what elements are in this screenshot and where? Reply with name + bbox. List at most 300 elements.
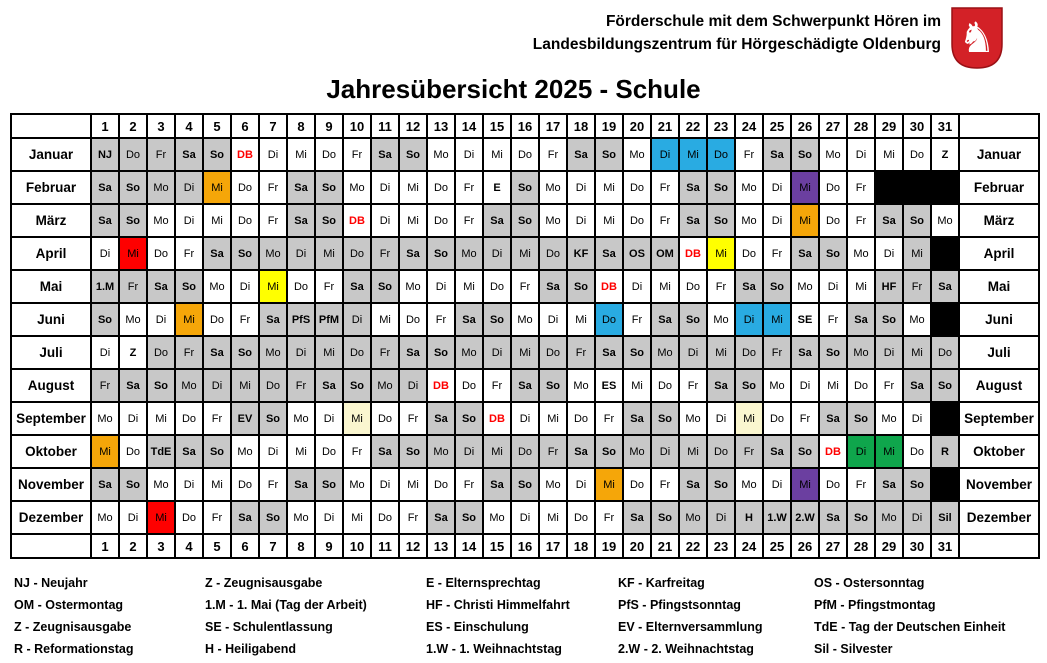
day-cell: Di [539,303,567,336]
day-cell [903,171,931,204]
day-cell: Do [147,237,175,270]
day-cell: Fr [679,369,707,402]
day-cell: Fr [875,369,903,402]
day-cell: Fr [315,270,343,303]
day-cell: So [511,468,539,501]
day-cell: Di [91,336,119,369]
day-cell: Mo [91,402,119,435]
day-cell: Mo [735,204,763,237]
day-cell: Mi [679,435,707,468]
day-cell: Z [119,336,147,369]
coat-of-arms-icon [949,6,1005,70]
day-cell: Di [483,336,511,369]
day-number: 18 [567,114,595,138]
day-cell: Fr [203,501,231,534]
day-cell: Di [455,435,483,468]
day-cell: Mi [455,270,483,303]
day-cell: Mo [427,138,455,171]
day-cell: Do [175,402,203,435]
month-row-juni [11,303,1039,336]
day-cell: Sa [875,204,903,237]
day-cell: Di [875,336,903,369]
day-cell: Mi [791,468,819,501]
day-cell: Do [427,171,455,204]
day-cell: Fr [175,336,203,369]
day-cell: Fr [399,402,427,435]
day-cell: Di [315,402,343,435]
day-cell: Mo [147,204,175,237]
day-cell: So [511,204,539,237]
day-cell: Mi [539,501,567,534]
day-cell: Fr [567,336,595,369]
day-number: 22 [679,114,707,138]
day-number: 15 [483,534,511,558]
day-number: 6 [231,534,259,558]
day-cell: Sa [371,435,399,468]
day-cell: So [567,270,595,303]
day-cell: So [623,336,651,369]
day-cell: Mo [567,369,595,402]
day-cell: Mi [595,468,623,501]
month-label-left: April [11,237,91,270]
day-cell: Fr [847,204,875,237]
day-cell: Sa [287,171,315,204]
day-cell: Mi [679,138,707,171]
corner-cell [959,114,1039,138]
day-cell: Sa [567,138,595,171]
day-cell: Do [707,138,735,171]
day-cell: Mo [147,171,175,204]
month-label-right: April [959,237,1039,270]
day-cell: Di [259,435,287,468]
day-cell: Fr [91,369,119,402]
day-number: 24 [735,534,763,558]
day-cell: Di [427,270,455,303]
day-cell: So [259,402,287,435]
day-cell: Mo [679,402,707,435]
day-cell: Mi [399,171,427,204]
day-cell: So [315,204,343,237]
day-cell: Sa [287,468,315,501]
day-cell: So [455,402,483,435]
day-cell: Do [623,171,651,204]
month-label-right: Mai [959,270,1039,303]
day-cell: Fr [203,402,231,435]
day-cell: Do [623,468,651,501]
day-cell: So [819,237,847,270]
day-cell: PfM [315,303,343,336]
month-row-mai [11,270,1039,303]
day-cell: 2.W [791,501,819,534]
legend-item: 1.M - 1. Mai (Tag der Arbeit) [205,598,367,612]
day-number: 20 [623,534,651,558]
day-number: 10 [343,534,371,558]
day-cell: Fr [819,303,847,336]
day-cell: Do [231,204,259,237]
day-cell: Do [819,171,847,204]
day-cell: Mo [511,303,539,336]
day-cell: So [791,138,819,171]
day-cell: Do [511,435,539,468]
day-cell: So [595,435,623,468]
day-cell: Sa [679,171,707,204]
day-cell: Do [399,303,427,336]
day-cell: Mi [595,171,623,204]
day-cell: Fr [707,270,735,303]
legend-column [426,572,618,660]
month-label-right: Juni [959,303,1039,336]
day-cell: Di [707,402,735,435]
day-cell: Do [763,402,791,435]
day-cell: Mi [763,303,791,336]
month-label-left: November [11,468,91,501]
month-row-februar [11,171,1039,204]
day-cell: Mo [819,138,847,171]
legend-column [205,572,426,660]
day-cell: So [651,402,679,435]
day-cell: So [175,270,203,303]
day-number: 31 [931,534,959,558]
day-cell: Mi [315,237,343,270]
day-cell: HF [875,270,903,303]
day-cell: Mo [903,303,931,336]
day-cell: So [231,336,259,369]
day-cell: Fr [259,204,287,237]
day-cell: Sa [791,336,819,369]
day-cell: Sa [483,204,511,237]
day-cell: Di [763,171,791,204]
legend-item: ES - Einschulung [426,620,529,634]
day-cell: Mo [539,468,567,501]
day-cell: Sa [259,303,287,336]
day-cell: Mo [175,369,203,402]
legend [14,572,1047,660]
day-cell: Mo [259,237,287,270]
day-cell: Mo [343,468,371,501]
day-cell: Mi [287,435,315,468]
day-number: 24 [735,114,763,138]
day-cell: Sa [203,237,231,270]
day-cell: Fr [343,138,371,171]
day-number: 21 [651,534,679,558]
day-cell: Mi [903,237,931,270]
day-cell: Di [679,336,707,369]
day-cell: Di [175,204,203,237]
day-number: 14 [455,534,483,558]
day-cell: Di [903,402,931,435]
day-cell: Mo [119,303,147,336]
month-label-right: August [959,369,1039,402]
day-number: 28 [847,114,875,138]
day-cell: So [847,402,875,435]
day-cell: Fr [539,138,567,171]
day-cell: Mo [287,501,315,534]
day-cell: So [679,303,707,336]
day-cell: Mo [735,171,763,204]
day-cell: Di [763,204,791,237]
day-number: 29 [875,534,903,558]
day-number: 1 [91,534,119,558]
day-cell: Sa [567,435,595,468]
month-label-left: März [11,204,91,237]
day-cell: Sa [931,270,959,303]
day-cell: Fr [483,369,511,402]
day-cell: DB [231,138,259,171]
legend-item: EV - Elternversammlung [618,620,763,634]
day-number: 19 [595,534,623,558]
day-cell: Di [91,237,119,270]
day-cell: Di [371,204,399,237]
day-cell [931,303,959,336]
day-cell: Sil [931,501,959,534]
day-cell: Do [315,138,343,171]
day-number: 30 [903,114,931,138]
day-cell: So [399,138,427,171]
day-number: 5 [203,534,231,558]
day-cell: Do [455,369,483,402]
legend-item: E - Elternsprechtag [426,576,541,590]
legend-item: R - Reformationstag [14,642,134,656]
day-cell: Do [903,138,931,171]
day-number: 8 [287,114,315,138]
day-cell: Sa [343,270,371,303]
day-cell: So [847,501,875,534]
day-cell: So [763,270,791,303]
day-cell: Di [231,270,259,303]
day-cell: Fr [763,336,791,369]
month-row-april [11,237,1039,270]
month-label-left: Mai [11,270,91,303]
day-cell: Mo [343,171,371,204]
day-cell: Mo [763,369,791,402]
legend-item: NJ - Neujahr [14,576,88,590]
month-label-left: Juli [11,336,91,369]
day-cell: Di [567,171,595,204]
day-cell: Mo [231,435,259,468]
day-cell: Mi [595,204,623,237]
school-name-line1: Förderschule mit dem Schwerpunkt Hören im [605,13,941,30]
day-cell: Di [791,369,819,402]
day-cell: Mi [343,501,371,534]
corner-cell [11,534,91,558]
day-cell: Mo [707,303,735,336]
day-cell: Mo [539,204,567,237]
day-number: 18 [567,534,595,558]
day-cell: SE [791,303,819,336]
day-cell: Mi [259,270,287,303]
day-cell: PfS [287,303,315,336]
day-cell: Sa [427,501,455,534]
legend-column [14,572,205,660]
day-cell: Di [847,138,875,171]
day-number: 30 [903,534,931,558]
day-cell: Mo [455,237,483,270]
legend-item: HF - Christi Himmelfahrt [426,598,570,612]
day-cell: Mo [539,171,567,204]
day-cell: Mi [511,336,539,369]
day-cell: Do [371,501,399,534]
day-cell: DB [483,402,511,435]
legend-item: 1.W - 1. Weihnachtstag [426,642,562,656]
day-number: 11 [371,534,399,558]
day-number: 3 [147,114,175,138]
day-cell: Sa [623,402,651,435]
day-cell: Sa [147,270,175,303]
day-cell: Do [847,369,875,402]
day-cell: Mi [875,138,903,171]
day-cell: So [595,138,623,171]
day-cell: Sa [875,468,903,501]
day-cell: Mi [791,171,819,204]
day-cell: E [483,171,511,204]
day-cell: Sa [735,270,763,303]
day-cell: Do [427,204,455,237]
day-cell: Fr [791,402,819,435]
day-cell: Do [707,435,735,468]
page-header [0,0,1047,70]
day-cell: So [119,468,147,501]
day-cell [875,171,903,204]
day-cell: Sa [511,369,539,402]
month-label-left: Dezember [11,501,91,534]
day-number: 4 [175,114,203,138]
day-cell: Do [511,138,539,171]
day-cell: Sa [315,369,343,402]
day-cell: Sa [371,138,399,171]
day-cell: Mo [483,501,511,534]
day-cell: Mi [819,369,847,402]
day-cell: TdE [147,435,175,468]
day-cell: Fr [903,270,931,303]
day-cell: Sa [679,204,707,237]
day-cell: Fr [455,204,483,237]
day-cell: Fr [147,138,175,171]
day-cell: Di [455,138,483,171]
day-cell: Sa [707,369,735,402]
day-cell: Fr [847,468,875,501]
day-cell: Fr [399,501,427,534]
day-cell: Di [735,303,763,336]
day-cell: Fr [763,237,791,270]
day-cell: Mo [931,204,959,237]
day-cell: Di [847,435,875,468]
day-cell: So [343,369,371,402]
day-cell: Mi [119,237,147,270]
day-cell: So [735,369,763,402]
day-cell: OS [623,237,651,270]
day-cell: Mi [623,369,651,402]
day-cell: Sa [203,336,231,369]
day-cell: Di [175,468,203,501]
day-cell: Di [707,501,735,534]
day-number: 22 [679,534,707,558]
day-cell: Di [567,204,595,237]
day-cell: Di [119,402,147,435]
month-label-left: August [11,369,91,402]
day-cell: Di [119,501,147,534]
day-cell: Fr [511,270,539,303]
day-cell: Di [287,237,315,270]
day-cell: Mi [203,204,231,237]
day-cell: Fr [735,138,763,171]
day-cell: Fr [455,468,483,501]
day-number: 21 [651,114,679,138]
day-cell: EV [231,402,259,435]
day-cell: So [203,435,231,468]
day-cell: Sa [791,237,819,270]
day-cell: Sa [399,237,427,270]
day-number: 19 [595,114,623,138]
day-number: 26 [791,534,819,558]
day-number: 13 [427,114,455,138]
day-cell: Mi [315,336,343,369]
day-cell: So [651,501,679,534]
day-number: 29 [875,114,903,138]
day-cell: So [371,270,399,303]
day-cell: Mo [651,336,679,369]
month-label-right: September [959,402,1039,435]
day-number: 16 [511,534,539,558]
day-number: 27 [819,114,847,138]
day-cell: Sa [595,336,623,369]
day-cell: Mi [903,336,931,369]
day-cell: Di [287,336,315,369]
day-number: 3 [147,534,175,558]
day-cell: So [539,369,567,402]
day-cell: So [903,468,931,501]
day-cell: Do [175,501,203,534]
day-cell: Mi [203,171,231,204]
legend-item: PfM - Pfingstmontag [814,598,936,612]
day-cell: Do [315,435,343,468]
day-cell: Fr [427,303,455,336]
day-cell: So [119,204,147,237]
day-cell: Mi [175,303,203,336]
day-cell: Fr [847,171,875,204]
legend-item: TdE - Tag der Deutschen Einheit [814,620,1006,634]
day-number: 17 [539,114,567,138]
day-cell: So [119,171,147,204]
day-cell: Di [399,369,427,402]
day-cell: Mo [147,468,175,501]
day-cell: 1.M [91,270,119,303]
day-number: 7 [259,114,287,138]
day-cell: Sa [847,303,875,336]
day-cell: Di [511,402,539,435]
day-number: 10 [343,114,371,138]
day-cell: Mo [875,402,903,435]
legend-item: KF - Karfreitag [618,576,705,590]
day-cell: Mo [623,138,651,171]
day-cell: Mi [371,303,399,336]
day-cell: So [147,369,175,402]
year-calendar-table [10,113,1040,559]
day-cell: Sa [119,369,147,402]
month-label-left: Februar [11,171,91,204]
day-cell: So [427,237,455,270]
day-cell: Di [763,468,791,501]
day-cell: R [931,435,959,468]
day-cell: Do [819,468,847,501]
day-number: 27 [819,534,847,558]
day-cell: Do [371,402,399,435]
month-label-right: Oktober [959,435,1039,468]
day-cell: Fr [651,171,679,204]
day-cell: NJ [91,138,119,171]
day-cell: Di [483,237,511,270]
day-cell: Di [903,501,931,534]
day-cell: Mo [287,402,315,435]
